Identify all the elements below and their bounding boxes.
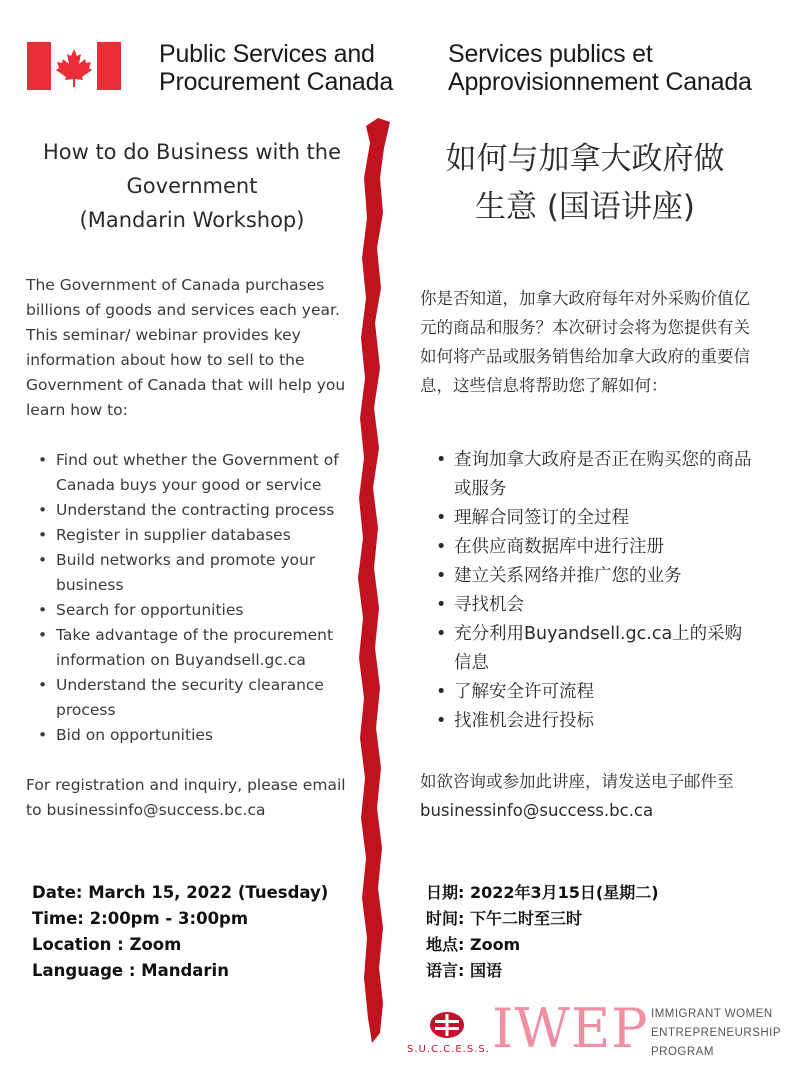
list-item: • 在供应商数据库中进行注册 bbox=[436, 533, 756, 562]
bullet-icon: • bbox=[38, 601, 48, 619]
event-location: 地点: Zoom bbox=[426, 935, 521, 954]
bullet-icon: • bbox=[436, 682, 447, 702]
bullet-icon: • bbox=[436, 595, 447, 615]
event-time: 时间: 下午二时至三时 bbox=[426, 909, 582, 928]
list-item: • 寻找机会 bbox=[436, 591, 756, 620]
english-title-line3: (Mandarin Workshop) bbox=[79, 208, 305, 232]
success-emblem-icon bbox=[429, 1010, 465, 1040]
list-item: • Understand the security clearance process bbox=[38, 673, 363, 723]
success-wordmark: S.U.C.C.E.S.S. bbox=[407, 1044, 490, 1055]
bullet-icon: • bbox=[436, 450, 447, 470]
iwep-line3: PROGRAM bbox=[651, 1046, 714, 1058]
english-registration-text: For registration and inquiry, please email to businessinfo@success.bc.ca bbox=[26, 776, 346, 819]
list-item: • Register in supplier databases bbox=[38, 523, 363, 548]
bullet-icon: • bbox=[38, 451, 48, 469]
list-item: • 找准机会进行投标 bbox=[436, 707, 756, 736]
chinese-intro-paragraph: 你是否知道，加拿大政府每年对外采购价值亿元的商品和服务？本次研讨会将为您提供有关如何将产品或服务销售给加拿大政府的重要信息，这些信息将帮助您了解如何： bbox=[420, 289, 750, 395]
english-bullet-list bbox=[38, 448, 363, 748]
bullet-icon: • bbox=[436, 566, 447, 586]
list-item: • Search for opportunities bbox=[38, 598, 363, 623]
list-item: • 建立关系网络并推广您的业务 bbox=[436, 562, 756, 591]
list-item: • Bid on opportunities bbox=[38, 723, 363, 748]
iwep-line2: ENTREPRENEURSHIP bbox=[651, 1027, 782, 1039]
bullet-icon: • bbox=[38, 626, 48, 644]
department-name-english bbox=[159, 40, 393, 96]
bullet-icon: • bbox=[38, 676, 48, 694]
bullet-icon: • bbox=[38, 526, 48, 544]
success-logo bbox=[407, 1008, 490, 1058]
bullet-icon: • bbox=[436, 508, 447, 528]
bullet-icon: • bbox=[436, 624, 447, 644]
list-item: • 理解合同签订的全过程 bbox=[436, 504, 756, 533]
bullet-icon: • bbox=[436, 537, 447, 557]
department-name-fr-line2: Approvisionnement Canada bbox=[448, 68, 752, 96]
chinese-event-details bbox=[426, 880, 659, 984]
department-name-fr-line1: Services publics et bbox=[448, 40, 653, 68]
event-time: Time: 2:00pm - 3:00pm bbox=[32, 909, 249, 928]
iwep-logo-text: IWEP bbox=[492, 997, 649, 1060]
chinese-title bbox=[415, 135, 755, 231]
bullet-icon: • bbox=[436, 711, 447, 731]
event-date: 日期: 2022年3月15日(星期二) bbox=[426, 883, 659, 902]
chinese-bullet-list bbox=[436, 446, 756, 736]
list-item: • 充分利用Buyandsell.gc.ca上的采购信息 bbox=[436, 620, 756, 678]
list-item: • Find out whether the Government of Canada buys your good or service bbox=[38, 448, 363, 498]
english-intro-paragraph: The Government of Canada purchases billions of goods and services each year. This seminar/ webinar provides key information about how to sell to the Government of Canada that will help you learn how to: bbox=[26, 276, 346, 419]
iwep-program-name bbox=[651, 1005, 781, 1062]
event-location: Location : Zoom bbox=[32, 935, 182, 954]
bullet-icon: • bbox=[38, 551, 48, 569]
event-language: 语言: 国语 bbox=[426, 961, 502, 980]
department-name-french bbox=[448, 40, 752, 96]
event-language: Language : Mandarin bbox=[32, 961, 229, 980]
canada-flag-icon bbox=[27, 42, 121, 90]
iwep-line1: IMMIGRANT WOMEN bbox=[651, 1008, 773, 1020]
english-title-line1: How to do Business with the bbox=[42, 140, 342, 164]
list-item: • Understand the contracting process bbox=[38, 498, 363, 523]
english-title bbox=[22, 135, 362, 237]
list-item: • 查询加拿大政府是否正在购买您的商品或服务 bbox=[436, 446, 756, 504]
chinese-title-line1: 如何与加拿大政府做 bbox=[445, 141, 725, 177]
chinese-registration-text: 如欲咨询或参加此讲座，请发送电子邮件至 businessinfo@success.bc.ca bbox=[420, 772, 734, 820]
event-date: Date: March 15, 2022 (Tuesday) bbox=[32, 883, 329, 902]
bullet-icon: • bbox=[38, 726, 48, 744]
list-item: • 了解安全许可流程 bbox=[436, 678, 756, 707]
english-event-details bbox=[32, 880, 328, 984]
english-title-line2: Government bbox=[126, 174, 258, 198]
bullet-icon: • bbox=[38, 501, 48, 519]
list-item: • Take advantage of the procurement information on Buyandsell.gc.ca bbox=[38, 623, 363, 673]
department-name-en-line2: Procurement Canada bbox=[159, 68, 394, 96]
list-item: • Build networks and promote your business bbox=[38, 548, 363, 598]
chinese-title-line2: 生意 (国语讲座) bbox=[474, 189, 696, 225]
department-name-en-line1: Public Services and bbox=[159, 40, 375, 68]
